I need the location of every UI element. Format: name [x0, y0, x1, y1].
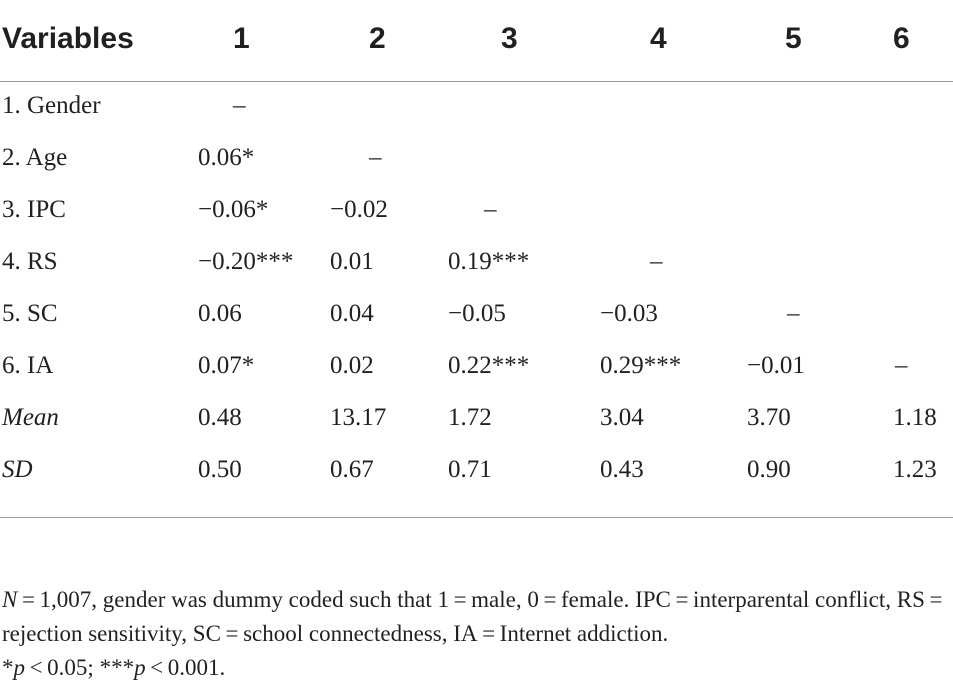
- row-label: 6. IA: [2, 352, 54, 379]
- table-cell: –: [233, 92, 246, 119]
- footnote-sig2-text: < 0.001.: [145, 655, 226, 680]
- table-cell: −0.20***: [198, 248, 294, 275]
- table-cell: 0.04: [330, 300, 374, 327]
- header-col-3: 3: [501, 22, 518, 55]
- row-label: 1. Gender: [2, 92, 101, 119]
- table-cell: –: [650, 248, 663, 275]
- table-cell: 0.01: [330, 248, 374, 275]
- header-col-2: 2: [369, 22, 386, 55]
- row-label: Mean: [2, 404, 59, 431]
- table-cell: 0.06*: [198, 144, 255, 171]
- header-rule: [0, 81, 953, 82]
- table-cell: 3.70: [747, 404, 791, 431]
- table-cell: −0.06*: [198, 196, 269, 223]
- bottom-rule: [0, 517, 953, 518]
- footnote-sig1-text: < 0.05;: [25, 655, 100, 680]
- header-variables: Variables: [2, 22, 134, 55]
- row-label: 3. IPC: [2, 196, 66, 223]
- table-cell: 0.29***: [600, 352, 682, 379]
- header-col-1: 1: [233, 22, 250, 55]
- table-cell: −0.03: [600, 300, 658, 327]
- footnote-n-symbol: N: [2, 587, 18, 612]
- table-cell: –: [484, 196, 497, 223]
- table-cell: 0.71: [448, 456, 492, 483]
- header-col-5: 5: [785, 22, 802, 55]
- table-cell: −0.01: [747, 352, 805, 379]
- table-cell: –: [369, 144, 382, 171]
- footnote-sig2-marker: ***: [99, 655, 135, 680]
- table-cell: 0.50: [198, 456, 242, 483]
- table-cell: 0.43: [600, 456, 644, 483]
- footnote-p-symbol-1: p: [13, 655, 25, 680]
- footnote-line-1: [2, 583, 953, 651]
- table-cell: 0.90: [747, 456, 791, 483]
- table-cell: 1.72: [448, 404, 492, 431]
- row-label: 2. Age: [2, 144, 68, 171]
- table-cell: 1.18: [893, 404, 937, 431]
- footnote-p-symbol-2: p: [134, 655, 146, 680]
- header-col-4: 4: [650, 22, 667, 55]
- table-cell: –: [787, 300, 800, 327]
- footnote-significance: [2, 651, 953, 685]
- table-cell: 0.48: [198, 404, 242, 431]
- table-cell: −0.05: [448, 300, 506, 327]
- row-label: SD: [2, 456, 33, 483]
- table-cell: 0.67: [330, 456, 374, 483]
- footnote-definitions: = 1,007, gender was dummy coded such that 1 = male, 0 = female. IPC = interparental conflict, RS = rejection sensitivity, SC = school connectedness, IA = Internet addiction.: [2, 587, 948, 646]
- table-cell: 0.02: [330, 352, 374, 379]
- table-cell: 0.06: [198, 300, 242, 327]
- row-label: 4. RS: [2, 248, 58, 275]
- table-cell: 3.04: [600, 404, 644, 431]
- table-cell: −0.02: [330, 196, 388, 223]
- table-cell: 0.19***: [448, 248, 530, 275]
- table-cell: –: [895, 352, 908, 379]
- table-cell: 1.23: [893, 456, 937, 483]
- table-cell: 13.17: [330, 404, 387, 431]
- row-label: 5. SC: [2, 300, 58, 327]
- header-col-6: 6: [893, 22, 910, 55]
- table-footnote: [2, 583, 953, 685]
- footnote-sig1-marker: *: [2, 655, 14, 680]
- table-cell: 0.22***: [448, 352, 530, 379]
- table-cell: 0.07*: [198, 352, 255, 379]
